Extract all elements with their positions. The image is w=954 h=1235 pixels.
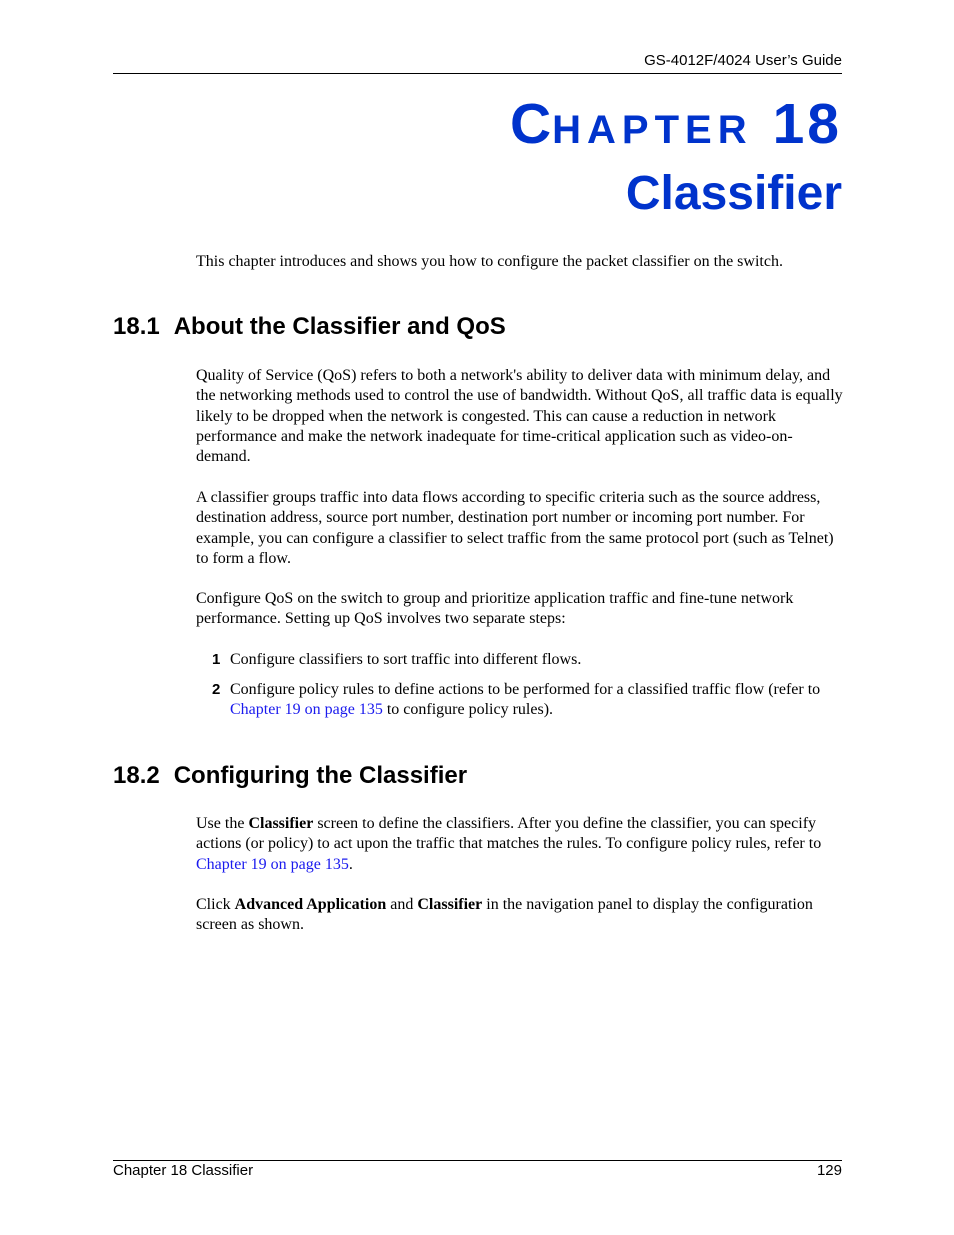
chapter-19-link[interactable]: Chapter 19 on page 135 xyxy=(196,855,349,873)
configure-qos-paragraph: Configure QoS on the switch to group and prioritize application traffic and fine-tune network performance. Setting up QoS involves two separate steps: xyxy=(196,590,794,628)
footer-divider xyxy=(113,1160,842,1161)
section-heading-text: Configuring the Classifier xyxy=(173,762,468,789)
list-item xyxy=(196,650,846,670)
use-classifier-paragraph: Use the Classifier screen to define the classifiers. After you define the classifier, you can specify actions (or policy) to act upon the traffic that matches the rules. To configure policy rules, refer to Chapter 19 on page 135. xyxy=(196,815,822,873)
chapter-19-link[interactable]: Chapter 19 on page 135 xyxy=(230,701,383,719)
chapter-word xyxy=(510,92,753,156)
intro-paragraph: This chapter introduces and shows you how to configure the packet classifier on the switch. xyxy=(196,253,783,270)
section-heading-18-1 xyxy=(113,313,506,341)
chapter-number: 18 xyxy=(772,92,842,156)
classifier-paragraph: A classifier groups traffic into data flows according to specific criteria such as the source address, destination address, source port number, destination port number or incoming port number. For example, you can configure a classifier to select traffic from the same protocol port (such as Telnet) to form a flow. xyxy=(196,489,834,567)
footer-chapter-label: Chapter 18 Classifier xyxy=(113,1162,254,1179)
step-number: 2 xyxy=(212,681,221,698)
chapter-title: Classifier xyxy=(625,167,842,220)
page-number: 129 xyxy=(816,1162,842,1179)
step-number: 1 xyxy=(212,651,221,668)
section-number: 18.1 xyxy=(113,313,160,340)
section-heading-text: About the Classifier and QoS xyxy=(173,313,506,340)
chapter-word-rest: HAPTER xyxy=(552,108,753,152)
chapter-word-initial: C xyxy=(509,92,553,156)
step-text: Configure classifiers to sort traffic into different flows. xyxy=(230,651,582,668)
qos-paragraph: Quality of Service (QoS) refers to both a network's ability to deliver data with minimum delay, and the networking methods used to control the use of bandwidth. Without QoS, all traffic data is equally likely to be dropped when the network is congested. This can cause a reduction in network performance and make the network inadequate for time-critical application such as video-on-demand. xyxy=(196,367,843,466)
click-instructions-paragraph: Click Advanced Application and Classifier in the navigation panel to display the configuration screen as shown. xyxy=(196,896,813,934)
running-header-title: GS-4012F/4024 User’s Guide xyxy=(644,52,842,69)
section-number: 18.2 xyxy=(113,762,160,789)
list-item xyxy=(196,680,846,721)
step-text: Configure policy rules to define actions to be performed for a classified traffic flow (refer to Chapter 19 on page 135 to configure policy rules). xyxy=(230,681,821,719)
chapter-label xyxy=(509,92,842,156)
header-divider xyxy=(113,73,842,74)
section-heading-18-2 xyxy=(113,762,467,790)
